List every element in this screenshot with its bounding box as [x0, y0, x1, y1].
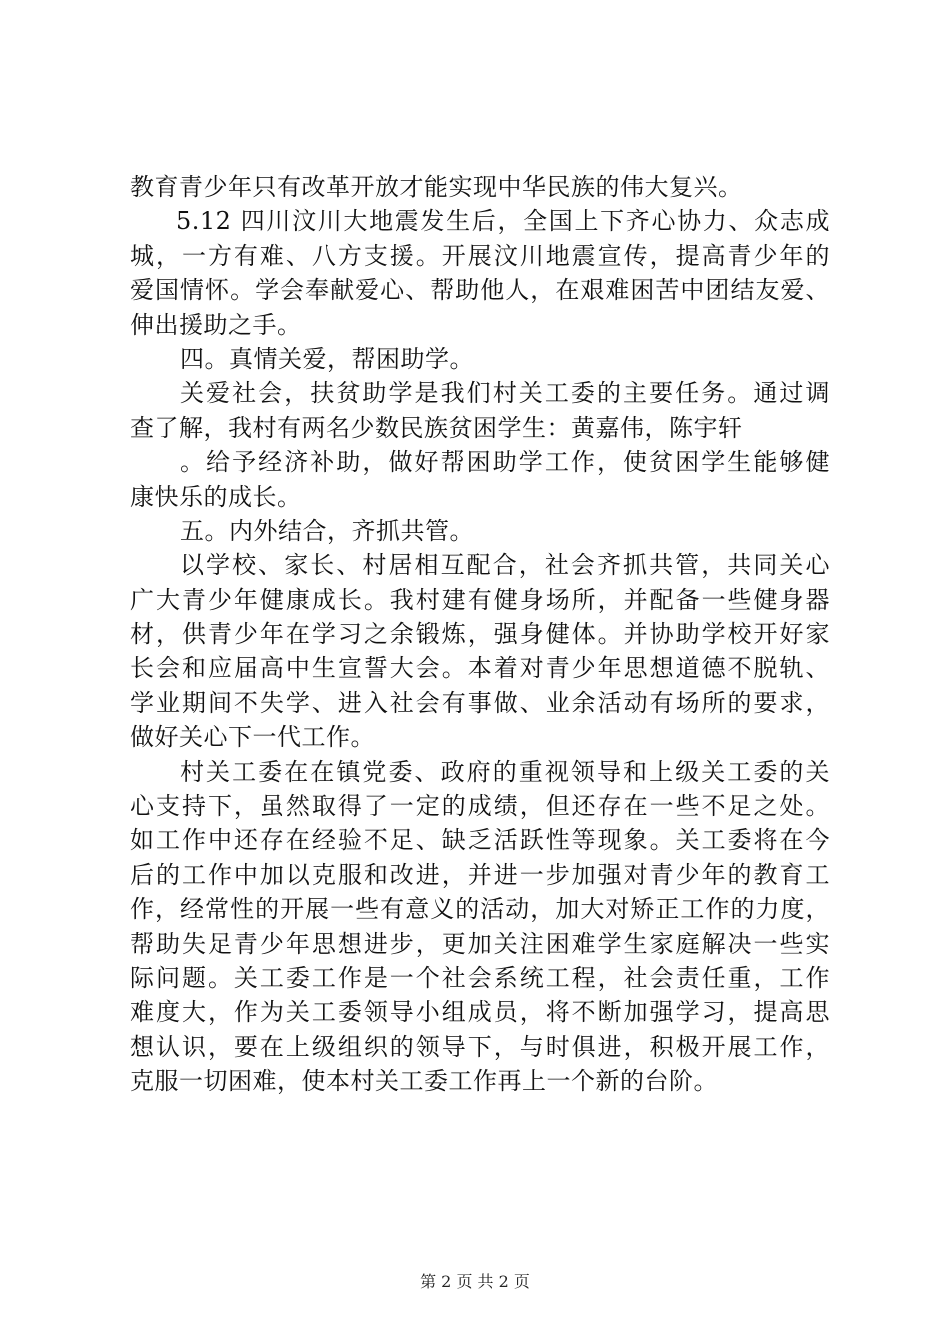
- text-line: 作，经常性的开展一些有意义的活动，加大对矫正工作的力度，: [130, 895, 830, 924]
- text-line: 际问题。关工委工作是一个社会系统工程，社会责任重，工作: [130, 963, 830, 992]
- text-line: 伸出援助之手。: [130, 310, 302, 339]
- page-number-footer: 第 2 页 共 2 页: [420, 1272, 530, 1291]
- section-heading: 五。内外结合，齐抓共管。: [180, 516, 474, 545]
- paragraph-start-line: 关爱社会，扶贫助学是我们村关工委的主要任务。通过调: [180, 379, 830, 408]
- text-line: 做好关心下一代工作。: [130, 723, 375, 752]
- paragraph-start-line: 5.12 四川汶川大地震发生后，全国上下齐心协力、众志成: [176, 207, 830, 236]
- text-line: 学业期间不失学、进入社会有事做、业余活动有场所的要求，: [130, 688, 830, 717]
- text-line: 广大青少年健康成长。我村建有健身场所，并配备一些健身器: [130, 585, 830, 614]
- text-line: 后的工作中加以克服和改进，并进一步加强对青少年的教育工: [130, 860, 830, 889]
- text-line: 难度大，作为关工委领导小组成员，将不断加强学习，提高思: [130, 998, 830, 1027]
- text-line: 城，一方有难、八方支援。开展汶川地震宣传，提高青少年的: [130, 241, 830, 270]
- text-line: 。给予经济补助，做好帮困助学工作，使贫困学生能够健: [180, 448, 830, 477]
- text-line: 帮助失足青少年思想进步，更加关注困难学生家庭解决一些实: [130, 929, 830, 958]
- text-line: 克服一切困难，使本村关工委工作再上一个新的台阶。: [130, 1067, 718, 1096]
- text-line: 爱国情怀。学会奉献爱心、帮助他人，在艰难困苦中团结友爱、: [130, 276, 830, 305]
- text-line: 材，供青少年在学习之余锻炼，强身健体。并协助学校开好家: [130, 620, 830, 649]
- text-line: 教育青少年只有改革开放才能实现中华民族的伟大复兴。: [130, 173, 743, 201]
- text-line: 想认识，要在上级组织的领导下，与时俱进，积极开展工作，: [130, 1032, 830, 1061]
- text-line: 康快乐的成长。: [130, 482, 302, 511]
- text-line: 如工作中还存在经验不足、缺乏活跃性等现象。关工委将在今: [130, 826, 830, 855]
- text-line: 查了解，我村有两名少数民族贫困学生：黄嘉伟，陈宇轩: [130, 413, 743, 442]
- text-line: 心支持下，虽然取得了一定的成绩，但还存在一些不足之处。: [130, 792, 830, 821]
- paragraph-start-line: 以学校、家长、村居相互配合，社会齐抓共管，共同关心: [180, 551, 830, 580]
- paragraph-start-line: 村关工委在在镇党委、政府的重视领导和上级关工委的关: [180, 757, 830, 786]
- section-heading: 四。真情关爱，帮困助学。: [180, 344, 474, 373]
- document-body: [130, 170, 830, 1099]
- text-line: 长会和应届高中生宣誓大会。本着对青少年思想道德不脱轨、: [130, 654, 830, 683]
